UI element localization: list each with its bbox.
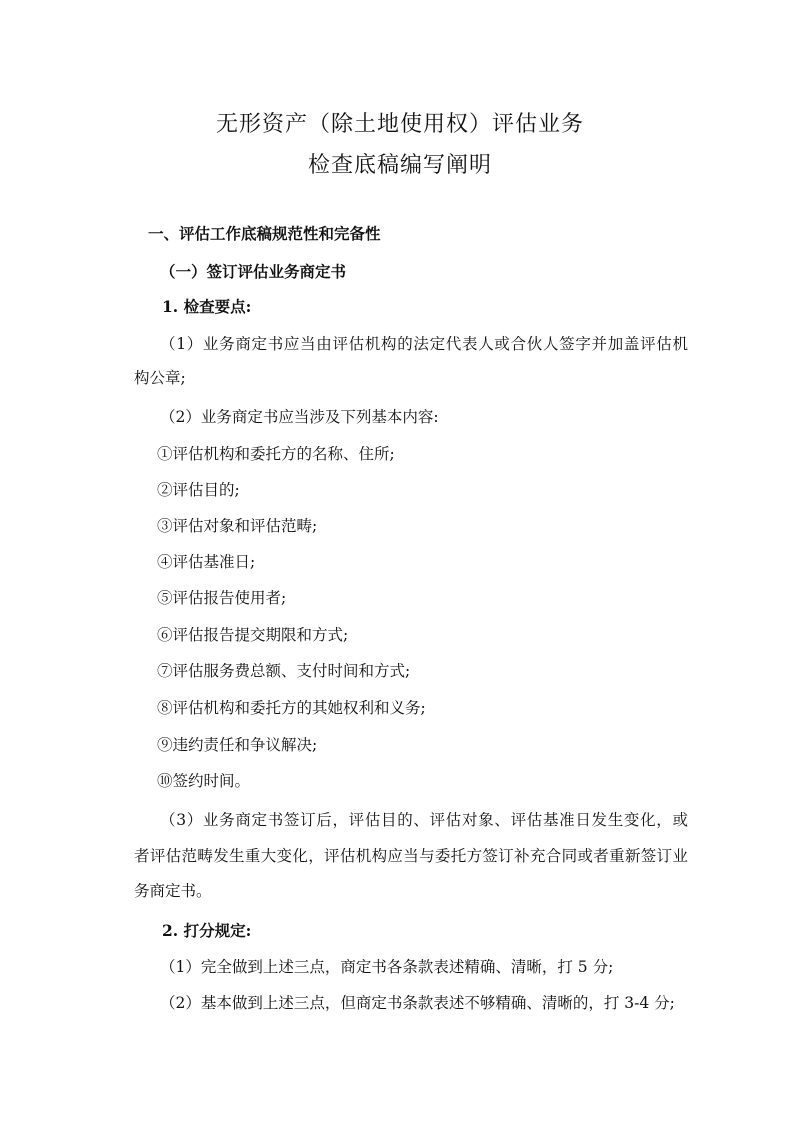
item2-intro: （2）业务商定书应当涉及下列基本内容: <box>160 408 439 426</box>
content-item: ⑨违约责任和争议解决; <box>157 736 318 754</box>
section-heading: 一、评估工作底稿规范性和完备性 <box>148 224 381 243</box>
content-item: ②评估目的; <box>157 481 240 499</box>
content-item: ①评估机构和委托方的名称、住所; <box>157 445 395 463</box>
score-item: （1）完全做到上述三点，商定书各条款表述精确、清晰，打 5 分; <box>160 958 614 976</box>
item3-line1: （3）业务商定书签订后，评估目的、评估对象、评估基准日发生变化，或 <box>160 811 688 829</box>
point1-heading: 1. 检查要点: <box>162 297 252 316</box>
subsection-heading: （一）签订评估业务商定书 <box>160 262 347 281</box>
item1-line1: （1）业务商定书应当由评估机构的法定代表人或合伙人签字并加盖评估机 <box>160 335 688 353</box>
item3-line3: 务商定书。 <box>134 882 212 900</box>
document-title-line2: 检查底稿编写阐明 <box>307 153 492 178</box>
content-item: ⑩签约时间。 <box>157 772 251 790</box>
document-title-line1: 无形资产（除土地使用权）评估业务 <box>215 112 584 137</box>
content-item: ④评估基准日; <box>157 553 256 571</box>
content-item: ⑧评估机构和委托方的其她权利和义务; <box>157 699 426 717</box>
item3-line2: 者评估范畴发生重大变化，评估机构应当与委托方签订补充合同或者重新签订业 <box>134 847 688 865</box>
content-item: ⑤评估报告使用者; <box>157 589 287 607</box>
content-item: ⑥评估报告提交期限和方式; <box>157 626 349 644</box>
content-item: ③评估对象和评估范畴; <box>157 517 318 535</box>
score-item: （2）基本做到上述三点，但商定书条款表述不够精确、清晰的，打 3-4 分; <box>160 994 675 1012</box>
point2-heading: 2. 打分规定: <box>162 921 252 940</box>
item1-line2: 构公章; <box>134 369 186 387</box>
content-item: ⑦评估服务费总额、支付时间和方式; <box>157 662 411 680</box>
